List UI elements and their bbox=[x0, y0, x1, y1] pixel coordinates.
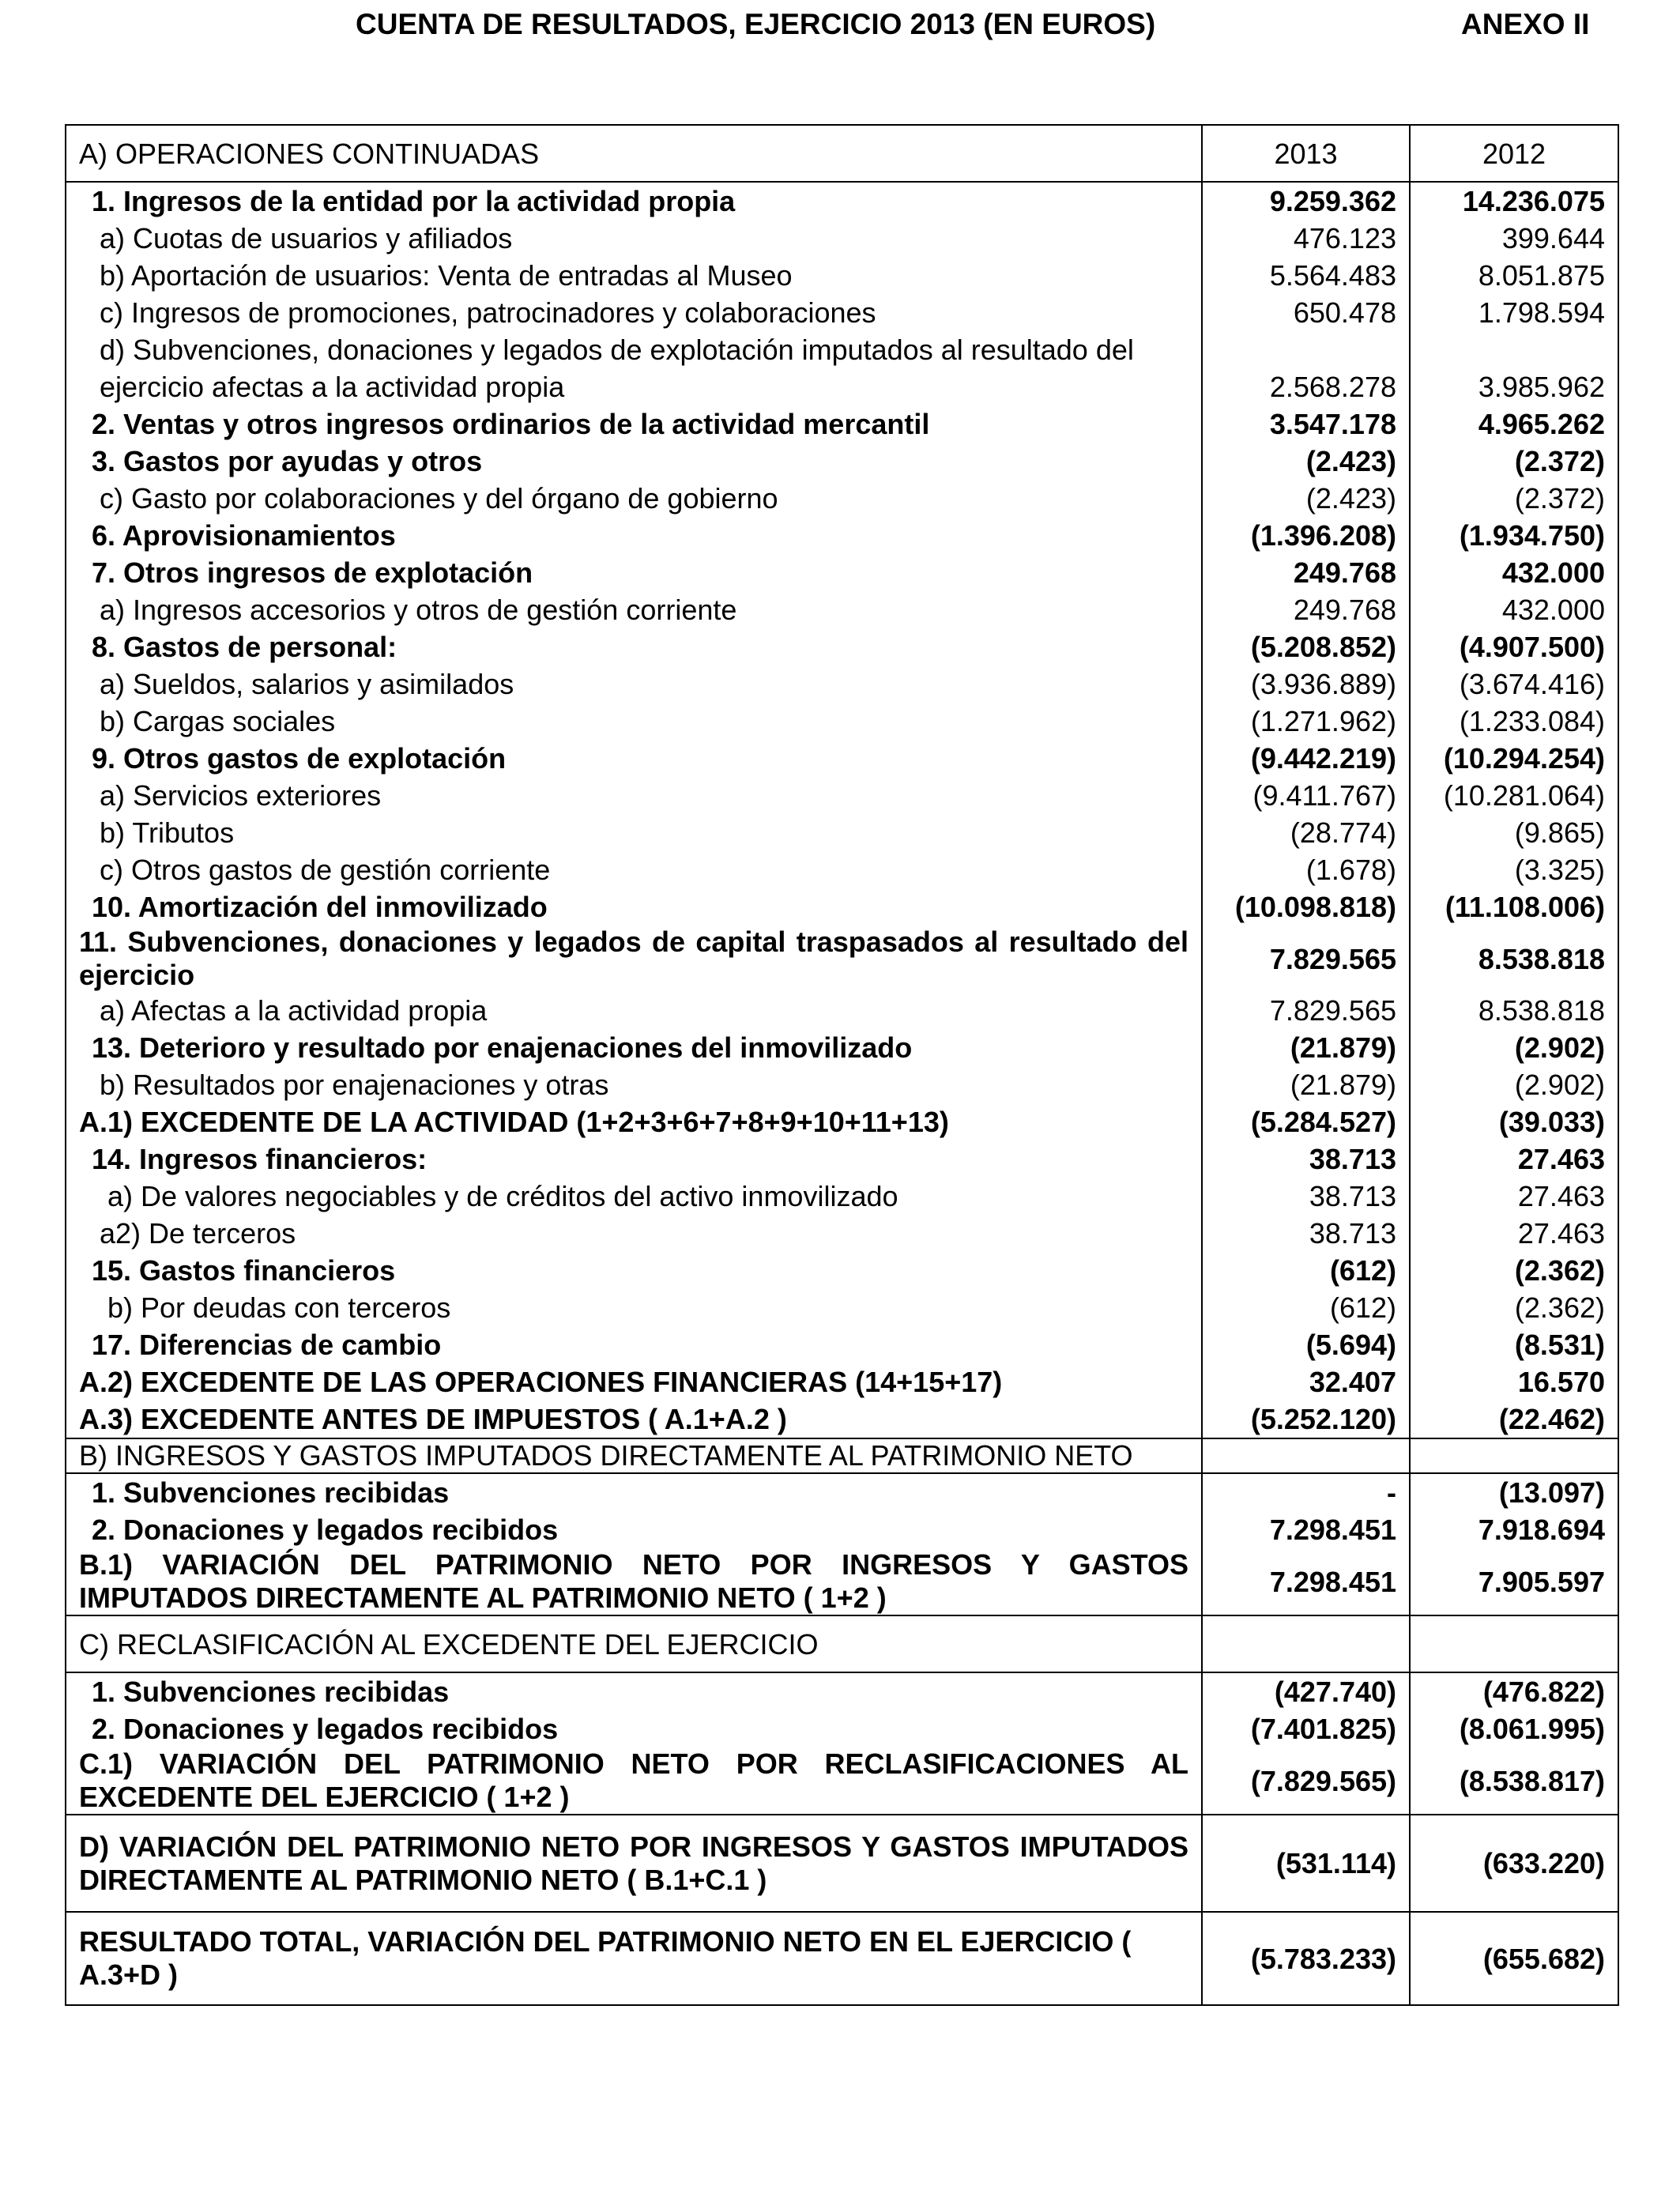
value-2012: 1.798.594 bbox=[1410, 294, 1618, 331]
table-row bbox=[66, 851, 1618, 888]
annex-label: ANEXO II bbox=[1461, 8, 1590, 40]
value-2012: (2.362) bbox=[1410, 1289, 1618, 1326]
value-2013: 38.713 bbox=[1202, 1140, 1410, 1178]
value-2013: (5.208.852) bbox=[1202, 628, 1410, 665]
row-label: 8. Gastos de personal: bbox=[66, 628, 1202, 665]
value-2012: (655.682) bbox=[1410, 1912, 1618, 2005]
value-2013: 2.568.278 bbox=[1202, 368, 1410, 405]
table-row bbox=[66, 1252, 1618, 1289]
row-label: 9. Otros gastos de explotación bbox=[66, 740, 1202, 777]
value-2013: (1.678) bbox=[1202, 851, 1410, 888]
row-label: 1. Subvenciones recibidas bbox=[66, 1672, 1202, 1710]
value-2013: 7.298.451 bbox=[1202, 1511, 1410, 1548]
value-2012: (13.097) bbox=[1410, 1473, 1618, 1511]
value-2013: (612) bbox=[1202, 1289, 1410, 1326]
value-2013: (10.098.818) bbox=[1202, 888, 1410, 925]
year-2013-header: 2013 bbox=[1202, 125, 1410, 182]
row-label: A.1) EXCEDENTE DE LA ACTIVIDAD (1+2+3+6+7+8+9+10+11+13) bbox=[66, 1103, 1202, 1140]
row-label: b) Tributos bbox=[66, 814, 1202, 851]
row-label: a) Servicios exteriores bbox=[66, 777, 1202, 814]
row-label: 2. Ventas y otros ingresos ordinarios de la actividad mercantil bbox=[66, 405, 1202, 443]
value-2013: (5.694) bbox=[1202, 1326, 1410, 1363]
value-2013: (3.936.889) bbox=[1202, 665, 1410, 703]
table-row bbox=[66, 1215, 1618, 1252]
value-2012: 27.463 bbox=[1410, 1215, 1618, 1252]
value-2012: 7.918.694 bbox=[1410, 1511, 1618, 1548]
table-row bbox=[66, 1103, 1618, 1140]
value-2013: (7.829.565) bbox=[1202, 1747, 1410, 1815]
value-2013: (5.252.120) bbox=[1202, 1400, 1410, 1438]
value-2012: (2.362) bbox=[1410, 1252, 1618, 1289]
table-row bbox=[66, 480, 1618, 517]
table-row bbox=[66, 1289, 1618, 1326]
value-2013: (2.423) bbox=[1202, 443, 1410, 480]
table-row bbox=[66, 814, 1618, 851]
value-2012: 4.965.262 bbox=[1410, 405, 1618, 443]
value-2012: (2.372) bbox=[1410, 443, 1618, 480]
table-row bbox=[66, 703, 1618, 740]
section-b-header-row bbox=[66, 1438, 1618, 1473]
table-row bbox=[66, 182, 1618, 220]
value-2012: 432.000 bbox=[1410, 591, 1618, 628]
value-2013: (28.774) bbox=[1202, 814, 1410, 851]
row-label: C.1) VARIACIÓN DEL PATRIMONIO NETO POR RECLASIFICACIONES AL EXCEDENTE DEL EJERCICIO ( 1+2 ) bbox=[66, 1747, 1202, 1815]
table-row bbox=[66, 1140, 1618, 1178]
table-row bbox=[66, 1710, 1618, 1747]
value-2013: 249.768 bbox=[1202, 554, 1410, 591]
table-row bbox=[66, 1029, 1618, 1066]
table-row bbox=[66, 1548, 1618, 1615]
table-row bbox=[66, 1672, 1618, 1710]
row-label-line-1: d) Subvenciones, donaciones y legados de explotación imputados al resultado del bbox=[66, 331, 1202, 368]
value-2012: (10.281.064) bbox=[1410, 777, 1618, 814]
value-2012: (476.822) bbox=[1410, 1672, 1618, 1710]
value-2013: - bbox=[1202, 1473, 1410, 1511]
table-row bbox=[66, 777, 1618, 814]
row-label: 10. Amortización del inmovilizado bbox=[66, 888, 1202, 925]
value-2012: (8.061.995) bbox=[1410, 1710, 1618, 1747]
value-2012: (39.033) bbox=[1410, 1103, 1618, 1140]
table-row bbox=[66, 925, 1618, 992]
value-2012: (1.934.750) bbox=[1410, 517, 1618, 554]
value-2013: (9.442.219) bbox=[1202, 740, 1410, 777]
value-2012: (633.220) bbox=[1410, 1815, 1618, 1912]
value-2013: 32.407 bbox=[1202, 1363, 1410, 1400]
table-row bbox=[66, 1066, 1618, 1103]
value-2013: (427.740) bbox=[1202, 1672, 1410, 1710]
row-label: 6. Aprovisionamientos bbox=[66, 517, 1202, 554]
value-2012: 8.538.818 bbox=[1410, 925, 1618, 992]
row-label: 2. Donaciones y legados recibidos bbox=[66, 1710, 1202, 1747]
row-label: 1. Ingresos de la entidad por la actividad propia bbox=[66, 182, 1202, 220]
value-2012: (2.902) bbox=[1410, 1066, 1618, 1103]
row-label: b) Por deudas con terceros bbox=[66, 1289, 1202, 1326]
value-2012: 432.000 bbox=[1410, 554, 1618, 591]
value-2012: 8.538.818 bbox=[1410, 992, 1618, 1029]
value-2013: 9.259.362 bbox=[1202, 182, 1410, 220]
value-2012: 27.463 bbox=[1410, 1178, 1618, 1215]
section-c-header: C) RECLASIFICACIÓN AL EXCEDENTE DEL EJERCICIO bbox=[66, 1615, 1202, 1672]
value-2013: (9.411.767) bbox=[1202, 777, 1410, 814]
table-row bbox=[66, 1178, 1618, 1215]
value-2012: (4.907.500) bbox=[1410, 628, 1618, 665]
table-row bbox=[66, 1400, 1618, 1438]
table-row bbox=[66, 405, 1618, 443]
section-a-header: A) OPERACIONES CONTINUADAS bbox=[66, 125, 1202, 182]
table-row bbox=[66, 443, 1618, 480]
value-2013: (21.879) bbox=[1202, 1029, 1410, 1066]
section-b-header: B) INGRESOS Y GASTOS IMPUTADOS DIRECTAMENTE AL PATRIMONIO NETO bbox=[66, 1438, 1202, 1473]
row-label-line-2: ejercicio afectas a la actividad propia bbox=[66, 368, 1202, 405]
value-2013: 7.829.565 bbox=[1202, 992, 1410, 1029]
section-c-header-row bbox=[66, 1615, 1618, 1672]
row-label: 14. Ingresos financieros: bbox=[66, 1140, 1202, 1178]
row-label: a2) De terceros bbox=[66, 1215, 1202, 1252]
value-2012: 7.905.597 bbox=[1410, 1548, 1618, 1615]
row-label: c) Ingresos de promociones, patrocinadores y colaboraciones bbox=[66, 294, 1202, 331]
table-row bbox=[66, 992, 1618, 1029]
year-2012-header: 2012 bbox=[1410, 125, 1618, 182]
table-row bbox=[66, 628, 1618, 665]
row-label: 11. Subvenciones, donaciones y legados de capital traspasados al resultado del ejercicio bbox=[66, 925, 1202, 992]
value-2013: 5.564.483 bbox=[1202, 257, 1410, 294]
value-2012: (10.294.254) bbox=[1410, 740, 1618, 777]
value-2013: (1.396.208) bbox=[1202, 517, 1410, 554]
value-2012: 8.051.875 bbox=[1410, 257, 1618, 294]
row-label: b) Aportación de usuarios: Venta de entradas al Museo bbox=[66, 257, 1202, 294]
row-label: 1. Subvenciones recibidas bbox=[66, 1473, 1202, 1511]
table-row bbox=[66, 220, 1618, 257]
value-2013: 650.478 bbox=[1202, 294, 1410, 331]
table-row bbox=[66, 368, 1618, 405]
table-row bbox=[66, 888, 1618, 925]
row-label: B.1) VARIACIÓN DEL PATRIMONIO NETO POR INGRESOS Y GASTOS IMPUTADOS DIRECTAMENTE AL PATRIMONIO NETO ( 1+2 ) bbox=[66, 1548, 1202, 1615]
table-row bbox=[66, 1747, 1618, 1815]
row-label: 15. Gastos financieros bbox=[66, 1252, 1202, 1289]
row-label: a) Afectas a la actividad propia bbox=[66, 992, 1202, 1029]
row-label: 17. Diferencias de cambio bbox=[66, 1326, 1202, 1363]
table-row bbox=[66, 294, 1618, 331]
table-header-row bbox=[66, 125, 1618, 182]
value-2013: (531.114) bbox=[1202, 1815, 1410, 1912]
value-2012: (3.674.416) bbox=[1410, 665, 1618, 703]
value-2013: 249.768 bbox=[1202, 591, 1410, 628]
row-label: a) De valores negociables y de créditos del activo inmovilizado bbox=[66, 1178, 1202, 1215]
row-label: b) Resultados por enajenaciones y otras bbox=[66, 1066, 1202, 1103]
value-2013: (21.879) bbox=[1202, 1066, 1410, 1103]
value-2012: (2.902) bbox=[1410, 1029, 1618, 1066]
value-2013: 3.547.178 bbox=[1202, 405, 1410, 443]
section-d-row bbox=[66, 1815, 1618, 1912]
table-row bbox=[66, 517, 1618, 554]
table-row bbox=[66, 331, 1618, 368]
row-label: a) Sueldos, salarios y asimilados bbox=[66, 665, 1202, 703]
value-2012: 399.644 bbox=[1410, 220, 1618, 257]
row-label: c) Gasto por colaboraciones y del órgano de gobierno bbox=[66, 480, 1202, 517]
value-2012: 3.985.962 bbox=[1410, 368, 1618, 405]
value-2013: (2.423) bbox=[1202, 480, 1410, 517]
income-statement-table bbox=[65, 124, 1619, 2006]
value-2013: (612) bbox=[1202, 1252, 1410, 1289]
row-label: D) VARIACIÓN DEL PATRIMONIO NETO POR INGRESOS Y GASTOS IMPUTADOS DIRECTAMENTE AL PATRIMONIO NETO ( B.1+C.1 ) bbox=[66, 1815, 1202, 1912]
value-2012: (3.325) bbox=[1410, 851, 1618, 888]
row-label: 3. Gastos por ayudas y otros bbox=[66, 443, 1202, 480]
table-row bbox=[66, 257, 1618, 294]
total-result-row bbox=[66, 1912, 1618, 2005]
value-2013: (5.284.527) bbox=[1202, 1103, 1410, 1140]
value-2013: 7.298.451 bbox=[1202, 1548, 1410, 1615]
value-2013: 38.713 bbox=[1202, 1215, 1410, 1252]
value-2012: (9.865) bbox=[1410, 814, 1618, 851]
value-2013: (1.271.962) bbox=[1202, 703, 1410, 740]
table-row bbox=[66, 665, 1618, 703]
value-2012: (8.531) bbox=[1410, 1326, 1618, 1363]
value-2013: 476.123 bbox=[1202, 220, 1410, 257]
row-label: RESULTADO TOTAL, VARIACIÓN DEL PATRIMONIO NETO EN EL EJERCICIO ( A.3+D ) bbox=[66, 1912, 1202, 2005]
value-2012: (2.372) bbox=[1410, 480, 1618, 517]
value-2012: 14.236.075 bbox=[1410, 182, 1618, 220]
row-label: a) Ingresos accesorios y otros de gestión corriente bbox=[66, 591, 1202, 628]
row-label: 2. Donaciones y legados recibidos bbox=[66, 1511, 1202, 1548]
table-row bbox=[66, 1326, 1618, 1363]
table-row bbox=[66, 1473, 1618, 1511]
table-row bbox=[66, 740, 1618, 777]
table-row bbox=[66, 554, 1618, 591]
value-2012: 27.463 bbox=[1410, 1140, 1618, 1178]
value-2013: 38.713 bbox=[1202, 1178, 1410, 1215]
value-2012: 16.570 bbox=[1410, 1363, 1618, 1400]
value-2012: (1.233.084) bbox=[1410, 703, 1618, 740]
value-2012: (8.538.817) bbox=[1410, 1747, 1618, 1815]
table-row bbox=[66, 591, 1618, 628]
document-title: CUENTA DE RESULTADOS, EJERCICIO 2013 (EN EUROS) bbox=[356, 8, 1156, 40]
row-label: 13. Deterioro y resultado por enajenaciones del inmovilizado bbox=[66, 1029, 1202, 1066]
row-label: A.2) EXCEDENTE DE LAS OPERACIONES FINANCIERAS (14+15+17) bbox=[66, 1363, 1202, 1400]
value-2013: (5.783.233) bbox=[1202, 1912, 1410, 2005]
value-2013: 7.829.565 bbox=[1202, 925, 1410, 992]
value-2013: (7.401.825) bbox=[1202, 1710, 1410, 1747]
row-label: b) Cargas sociales bbox=[66, 703, 1202, 740]
table-row bbox=[66, 1511, 1618, 1548]
row-label: a) Cuotas de usuarios y afiliados bbox=[66, 220, 1202, 257]
row-label: c) Otros gastos de gestión corriente bbox=[66, 851, 1202, 888]
row-label: 7. Otros ingresos de explotación bbox=[66, 554, 1202, 591]
value-2012: (22.462) bbox=[1410, 1400, 1618, 1438]
row-label: A.3) EXCEDENTE ANTES DE IMPUESTOS ( A.1+A.2 ) bbox=[66, 1400, 1202, 1438]
table-row bbox=[66, 1363, 1618, 1400]
value-2012: (11.108.006) bbox=[1410, 888, 1618, 925]
